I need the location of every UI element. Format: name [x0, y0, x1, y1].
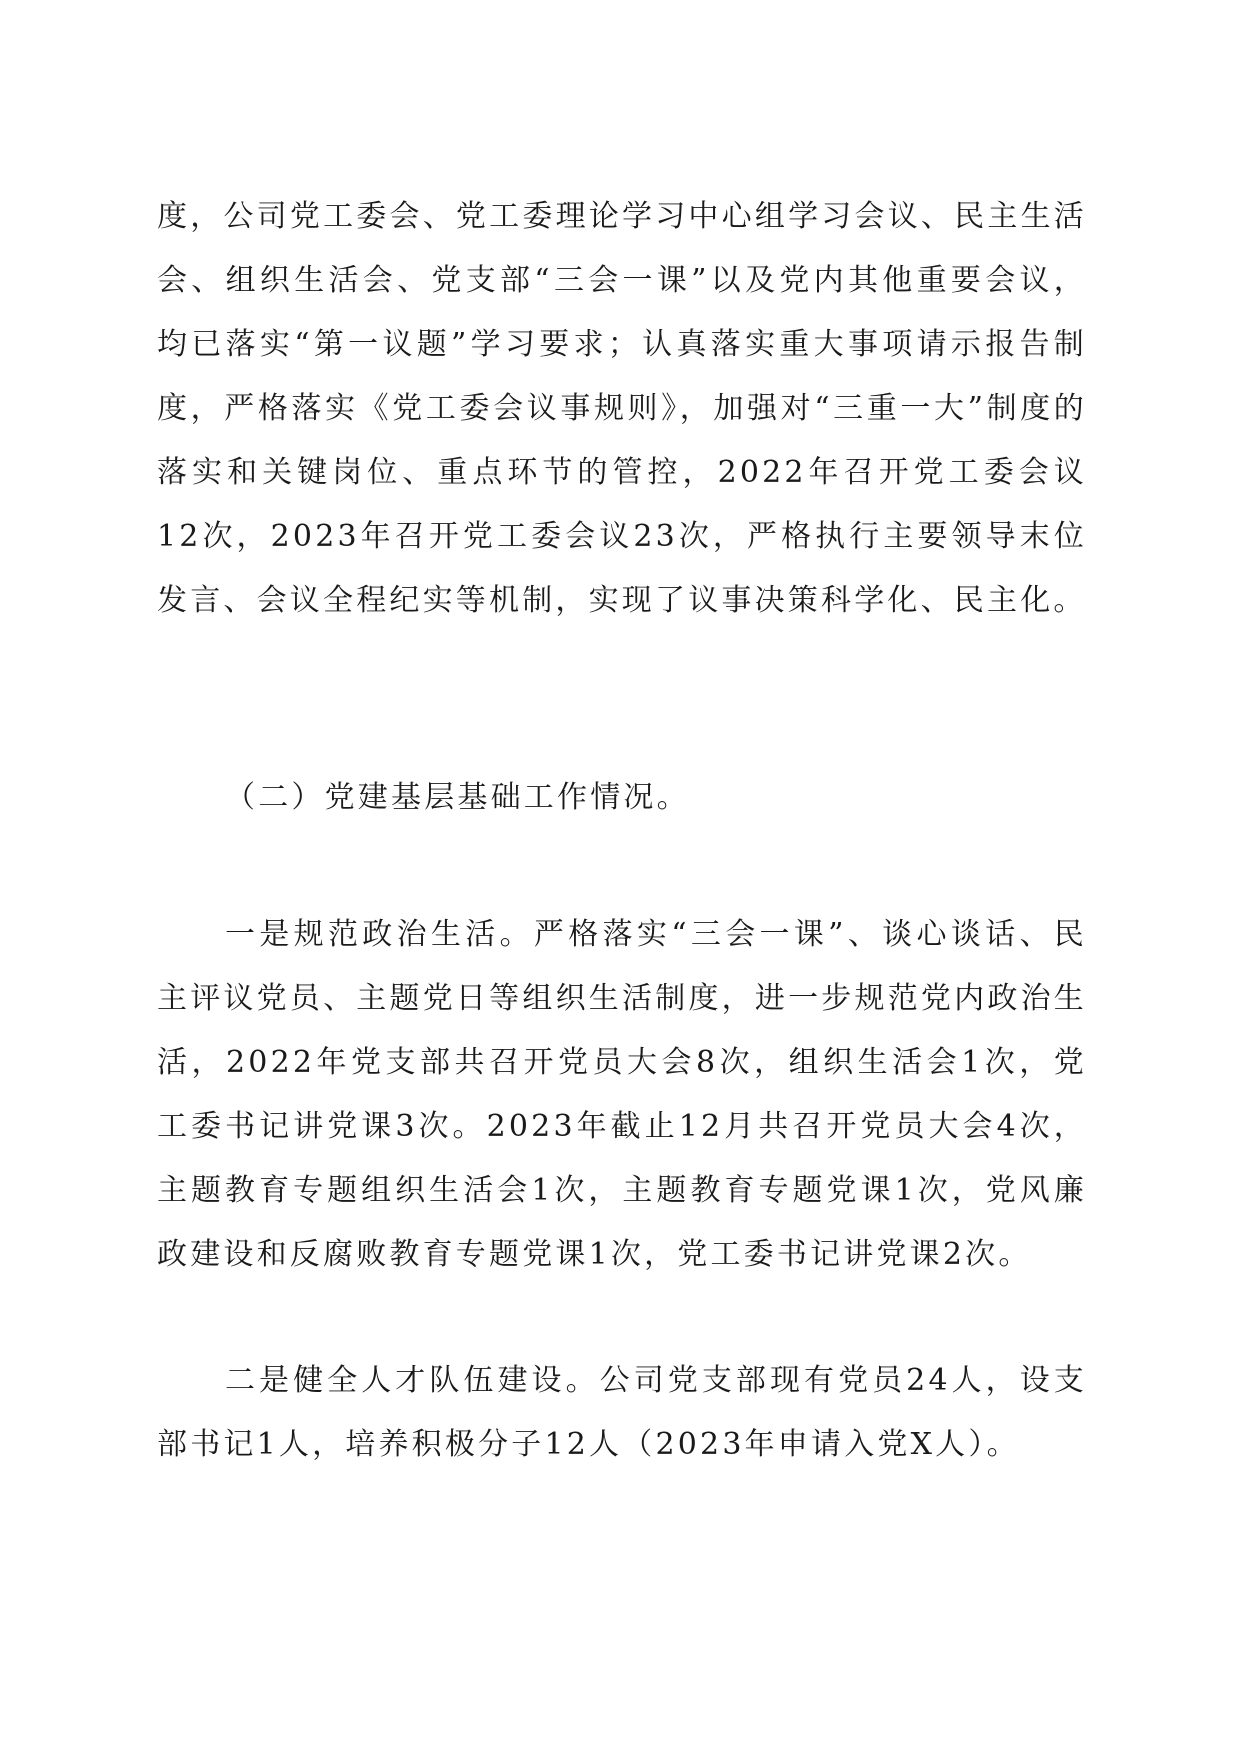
- body-paragraph-talent-team: 二是健全人才队伍建设。公司党支部现有党员24人，设支部书记1人，培养积极分子12人（2023年申请入党X人）。: [157, 1363, 1087, 1462]
- section-heading-grassroots-work: （二）党建基层基础工作情况。: [225, 780, 690, 815]
- body-paragraph-meeting-system: 度，公司党工委会、党工委理论学习中心组学习会议、民主生活会、组织生活会、党支部“三会一课”以及党内其他重要会议，均已落实“第一议题”学习要求；认真落实重大事项请示报告制度，严格落实《党工委会议事规则》，加强对“三重一大”制度的落实和关键岗位、重点环节的管控，2022年召开党工委会议12次，2023年召开党工委会议23次，严格执行主要领导末位发言、会议全程纪实等机制，实现了议事决策科学化、民主化。: [157, 199, 1087, 618]
- body-paragraph-political-life: 一是规范政治生活。严格落实“三会一课”、谈心谈话、民主评议党员、主题党日等组织生活制度，进一步规范党内政治生活，2022年党支部共召开党员大会8次，组织生活会1次，党工委书记讲党课3次。2023年截止12月共召开党员大会4次，主题教育专题组织生活会1次，主题教育专题党课1次，党风廉政建设和反腐败教育专题党课1次，党工委书记讲党课2次。: [157, 917, 1087, 1272]
